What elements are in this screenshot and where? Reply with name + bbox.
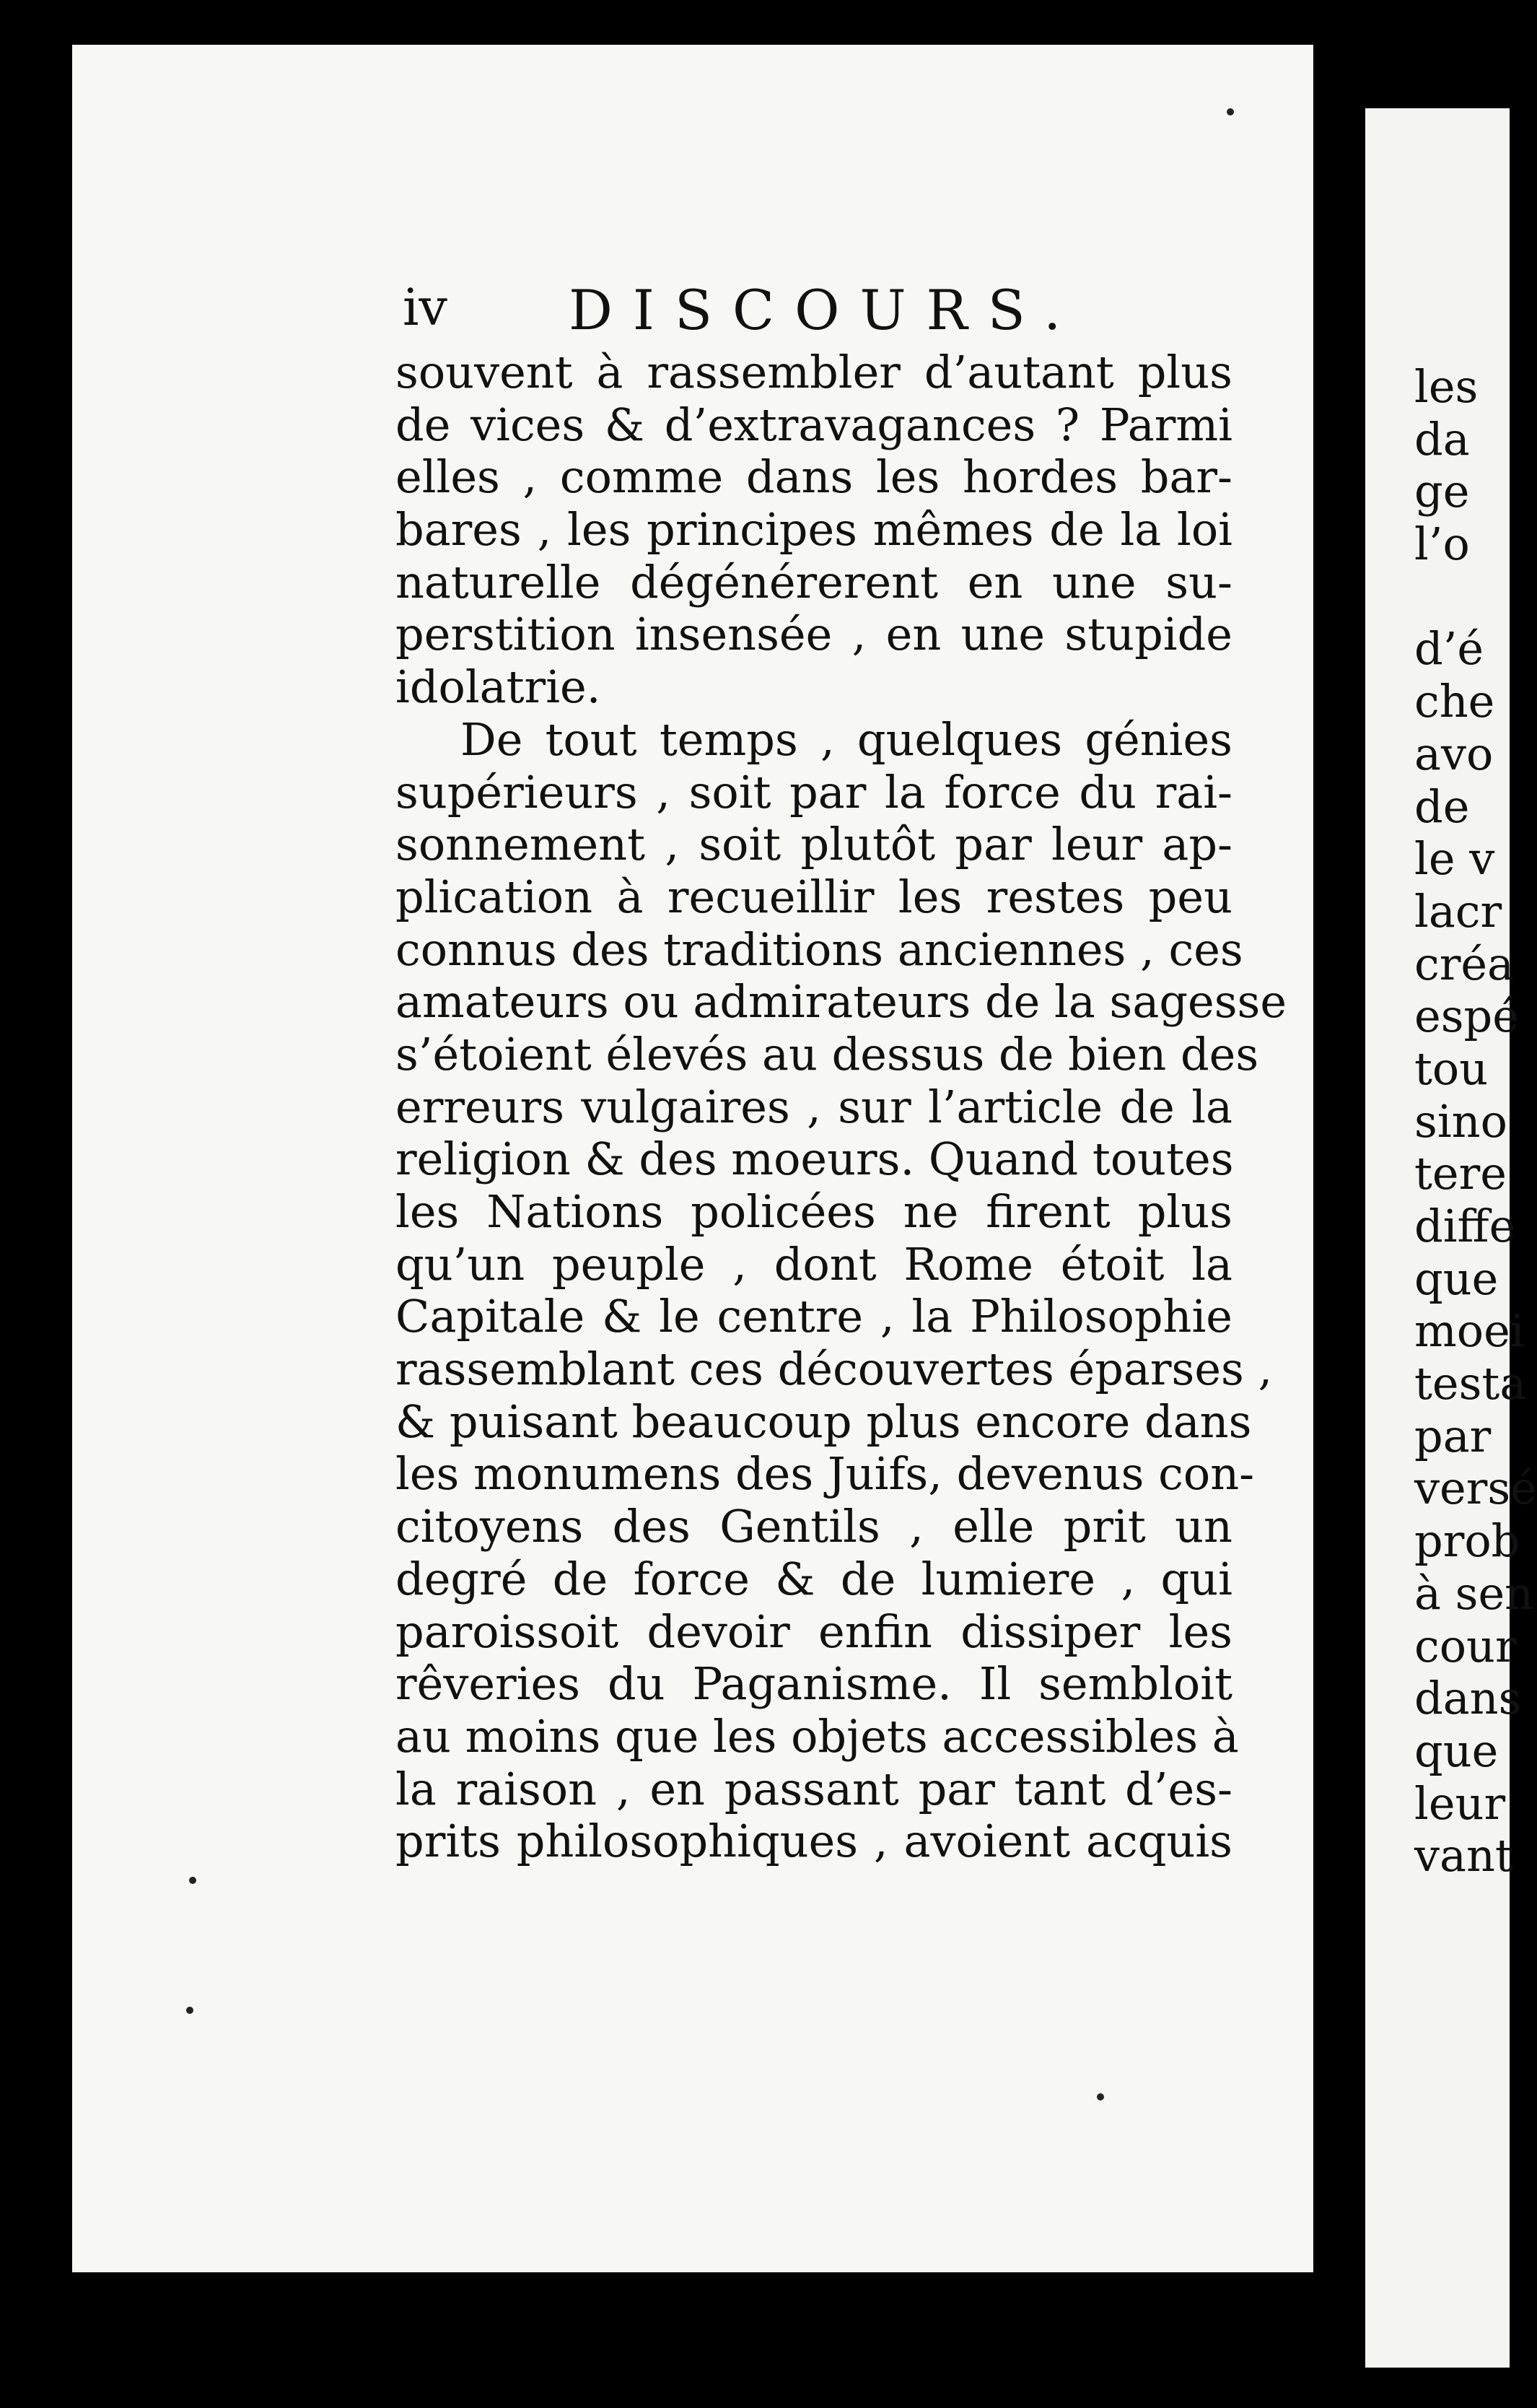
- page-number: iv: [403, 278, 447, 337]
- facing-line: cour: [1414, 1619, 1517, 1672]
- text-line: au moins que les objets accessibles à: [395, 1709, 1239, 1763]
- text-line: plication à recueillir les restes peu: [395, 870, 1232, 923]
- text-line: de vices & d’extravagances ? Parmi: [395, 398, 1232, 451]
- text-line: la raison , en passant par tant d’es-: [395, 1762, 1232, 1815]
- facing-page-text: [1365, 360, 1537, 1883]
- text-line: qu’un peuple , dont Rome étoit la: [395, 1237, 1232, 1291]
- text-line: supérieurs , soit par la force du rai-: [395, 765, 1232, 819]
- text-line: erreurs vulgaires , sur l’article de la: [395, 1080, 1232, 1133]
- facing-line: tere: [1414, 1147, 1507, 1200]
- text-line: perstition insensée , en une stupide: [395, 608, 1232, 661]
- facing-line: sino: [1414, 1094, 1507, 1148]
- text-line: idolatrie.: [395, 660, 601, 714]
- page-header: [403, 278, 1124, 343]
- text-line: elles , comme dans les hordes bar-: [395, 450, 1232, 504]
- facing-line: diffe: [1414, 1200, 1516, 1252]
- facing-line: d’é: [1414, 622, 1484, 676]
- text-line: De tout temps , quelques génies: [460, 712, 1232, 766]
- facing-line: l’o: [1414, 518, 1470, 571]
- facing-line: testa: [1414, 1357, 1527, 1410]
- facing-line: à sen: [1414, 1566, 1534, 1620]
- text-line: prits philosophiques , avoient acquis: [395, 1815, 1232, 1868]
- facing-line: tou: [1414, 1042, 1489, 1095]
- facing-line: le v: [1414, 832, 1495, 886]
- text-line: bares , les principes mêmes de la loi: [395, 503, 1232, 557]
- facing-line: les: [1414, 360, 1479, 413]
- facing-line: que: [1414, 1724, 1499, 1777]
- ink-speck: [186, 2007, 193, 2014]
- facing-line: avo: [1414, 727, 1494, 780]
- text-line: rêveries du Paganisme. Il sembloit: [395, 1657, 1232, 1711]
- facing-line: que: [1414, 1252, 1499, 1305]
- facing-line: par: [1414, 1409, 1492, 1462]
- ink-speck: [1097, 2093, 1104, 2101]
- facing-line: versé: [1414, 1462, 1537, 1515]
- text-line: amateurs ou admirateurs de la sagesse: [395, 975, 1287, 1029]
- facing-line: da: [1414, 412, 1470, 466]
- facing-line: prob: [1414, 1514, 1520, 1568]
- body-text: [395, 346, 1287, 1868]
- facing-line: espé: [1414, 990, 1519, 1043]
- text-line: souvent à rassembler d’autant plus: [395, 346, 1232, 398]
- text-line: connus des traditions anciennes , ces: [395, 922, 1243, 976]
- facing-line: de: [1414, 780, 1470, 833]
- ink-speck: [1227, 108, 1234, 115]
- text-line: citoyens des Gentils , elle prit un: [395, 1500, 1232, 1553]
- text-line: paroissoit devoir enfin dissiper les: [395, 1605, 1232, 1658]
- facing-line: leur: [1414, 1776, 1506, 1830]
- text-line: religion & des moeurs. Quand toutes: [395, 1133, 1234, 1186]
- ink-speck: [189, 1877, 196, 1884]
- facing-line: ge: [1414, 465, 1470, 518]
- text-line: degré de force & de lumiere , qui: [395, 1552, 1232, 1605]
- facing-line: [1365, 571, 1510, 624]
- text-line: sonnement , soit plutôt par leur ap-: [395, 818, 1232, 871]
- facing-line: che: [1414, 675, 1495, 728]
- facing-line: lacr: [1414, 884, 1502, 938]
- running-title: DISCOURS.: [569, 278, 1082, 342]
- facing-line: moei: [1414, 1304, 1525, 1358]
- text-line: les monumens des Juifs, devenus con-: [395, 1447, 1255, 1501]
- facing-line: vant: [1414, 1829, 1513, 1883]
- text-line: & puisant beaucoup plus encore dans: [395, 1395, 1252, 1448]
- text-line: s’étoient élevés au dessus de bien des: [395, 1027, 1259, 1081]
- facing-line: créa: [1414, 937, 1515, 990]
- text-line: naturelle dégénérerent en une su-: [395, 555, 1232, 608]
- text-line: Capitale & le centre , la Philosophie: [395, 1290, 1232, 1343]
- facing-line: dans: [1414, 1672, 1522, 1725]
- text-line: les Nations policées ne firent plus: [395, 1185, 1232, 1238]
- text-line: rassemblant ces découvertes éparses ,: [395, 1343, 1273, 1396]
